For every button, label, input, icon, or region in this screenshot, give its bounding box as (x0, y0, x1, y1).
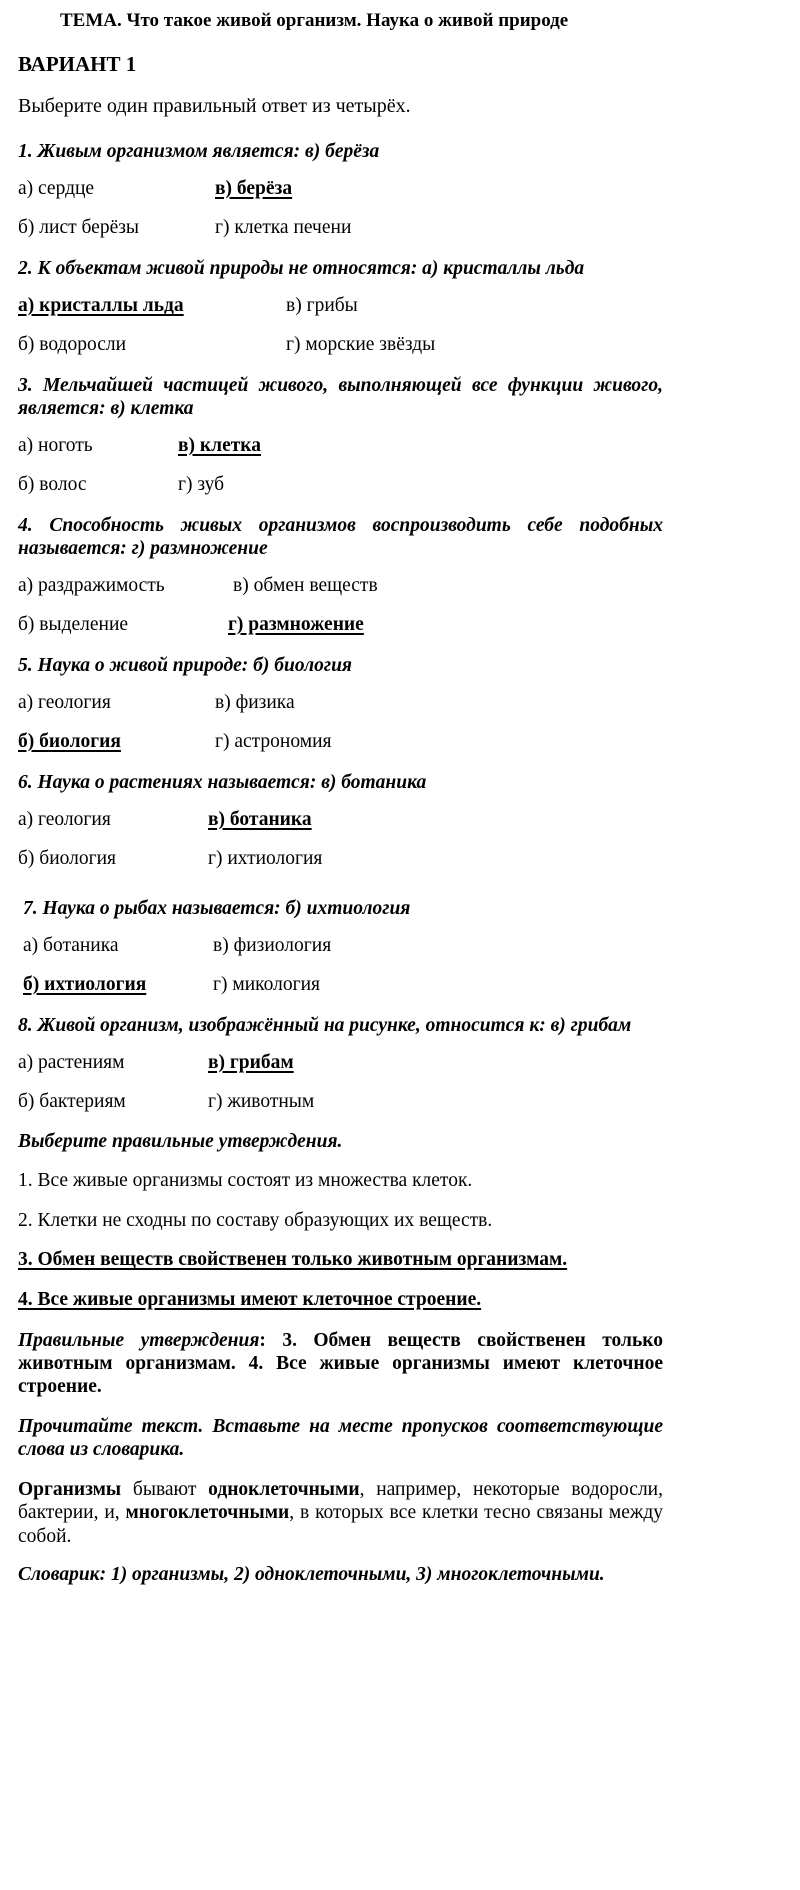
text-fragment-1: бывают (121, 1479, 209, 1500)
statement-item-3[interactable]: 3. Обмен веществ свойственен только животным организмам. (18, 1249, 568, 1270)
question-4-options-row-2 (18, 615, 792, 637)
statements-answer-text: : 3. Обмен веществ свойственен только животным организмам. 4. Все живые организмы имеют клеточное строение. (18, 1330, 663, 1397)
question-1-options-row-1 (18, 179, 792, 201)
question-2-options-row-1 (18, 296, 792, 318)
text-task-heading: Прочитайте текст. Вставьте на месте пропусков соответствующие слова из словарика. (18, 1416, 663, 1460)
question-1-option-g[interactable]: г) клетка печени (215, 217, 352, 238)
statements-answer-label: Правильные утверждения (18, 1330, 260, 1351)
question-6-option-g[interactable]: г) ихтиология (208, 848, 323, 869)
question-2-option-b[interactable]: б) водоросли (18, 334, 127, 355)
question-8-option-v[interactable]: в) грибам (208, 1052, 294, 1073)
question-2-options-row-2 (18, 335, 792, 357)
question-5-option-g[interactable]: г) астрономия (215, 731, 332, 752)
question-7-stem: 7. Наука о рыбах называется: б) ихтиология (23, 898, 411, 919)
question-7-options-row-1 (23, 936, 792, 958)
question-8-option-g[interactable]: г) животным (208, 1091, 315, 1112)
question-5-option-a[interactable]: а) геология (18, 692, 111, 713)
question-1-option-a[interactable]: а) сердце (18, 178, 95, 199)
question-1-options-row-2 (18, 218, 792, 240)
question-8-options-row-2 (18, 1092, 792, 1114)
question-3-stem: 3. Мельчайшей частицей живого, выполняющей все функции живого, является: в) клетка (18, 375, 663, 419)
question-8-option-a[interactable]: а) растениям (18, 1052, 125, 1073)
page-title: ТЕМА. Что такое живой организм. Наука о живой природе (60, 10, 569, 31)
question-1-stem: 1. Живым организмом является: в) берёза (18, 141, 380, 162)
question-7-option-g[interactable]: г) микология (213, 974, 321, 995)
text-fragment-2: , например, некоторые водоросли, бактерии, и, (18, 1479, 663, 1524)
question-2-option-g[interactable]: г) морские звёзды (286, 334, 436, 355)
question-3-option-g[interactable]: г) зуб (178, 474, 225, 495)
question-6-option-a[interactable]: а) геология (18, 809, 111, 830)
statement-item-2[interactable]: 2. Клетки не сходны по составу образующих их веществ. (18, 1209, 493, 1231)
question-4-options-row-1 (18, 576, 792, 598)
instruction-text: Выберите один правильный ответ из четырёх. (18, 95, 411, 117)
question-3-option-a[interactable]: а) ноготь (18, 435, 93, 456)
gap-word-3: многоклеточными (125, 1502, 290, 1524)
question-6-options-row-2 (18, 849, 792, 871)
question-6-option-v[interactable]: в) ботаника (208, 809, 312, 830)
question-4-stem: 4. Способность живых организмов воспроизводить себе подобных называется: г) размножение (18, 515, 663, 559)
question-1-option-b[interactable]: б) лист берёзы (18, 217, 140, 238)
question-2-option-a[interactable]: а) кристаллы льда (18, 295, 184, 316)
gap-word-1: Организмы (18, 1479, 122, 1500)
question-5-stem: 5. Наука о живой природе: б) биология (18, 655, 352, 676)
question-4-option-v[interactable]: в) обмен веществ (233, 575, 378, 596)
question-3-options-row-1 (18, 436, 792, 458)
question-8-option-b[interactable]: б) бактериям (18, 1091, 126, 1112)
text-task-paragraph (18, 1478, 663, 1548)
question-4-option-b[interactable]: б) выделение (18, 614, 129, 635)
question-5-option-v[interactable]: в) физика (215, 692, 295, 713)
question-1-option-v[interactable]: в) берёза (215, 178, 293, 199)
gap-word-2: одноклеточными (208, 1479, 360, 1500)
question-4-option-g[interactable]: г) размножение (228, 614, 364, 635)
question-3-options-row-2 (18, 475, 792, 497)
statements-answer (18, 1329, 663, 1398)
question-6-option-b[interactable]: б) биология (18, 848, 117, 869)
question-7-option-v[interactable]: в) физиология (213, 935, 332, 956)
question-5-options-row-2 (18, 732, 792, 754)
question-6-options-row-1 (18, 810, 792, 832)
statement-item-1[interactable]: 1. Все живые организмы состоят из множества клеток. (18, 1170, 473, 1191)
question-8-options-row-1 (18, 1053, 792, 1075)
statements-heading: Выберите правильные утверждения. (18, 1131, 343, 1152)
question-7-option-a[interactable]: а) ботаника (23, 935, 119, 956)
question-7-option-b[interactable]: б) ихтиология (23, 974, 147, 995)
question-2-option-v[interactable]: в) грибы (286, 295, 358, 316)
question-7-block (18, 897, 792, 997)
glossary-line: Словарик: 1) организмы, 2) одноклеточными, 3) многоклеточными. (18, 1564, 605, 1586)
statement-item-4[interactable]: 4. Все живые организмы имеют клеточное строение. (18, 1288, 482, 1310)
text-fragment-3: , в которых все клетки тесно связаны между собой. (18, 1502, 663, 1547)
variant-label: ВАРИАНТ 1 (18, 52, 137, 76)
question-2-stem: 2. К объектам живой природы не относятся: а) кристаллы льда (18, 258, 585, 279)
question-8-stem: 8. Живой организм, изображённый на рисунке, относится к: в) грибам (18, 1015, 632, 1036)
question-7-options-row-2 (23, 975, 792, 997)
question-3-option-v[interactable]: в) клетка (178, 435, 261, 456)
question-5-option-b[interactable]: б) биология (18, 731, 121, 752)
question-4-option-a[interactable]: а) раздражимость (18, 575, 165, 596)
question-6-stem: 6. Наука о растениях называется: в) ботаника (18, 772, 427, 793)
question-3-option-b[interactable]: б) волос (18, 474, 87, 495)
question-5-options-row-1 (18, 693, 792, 715)
